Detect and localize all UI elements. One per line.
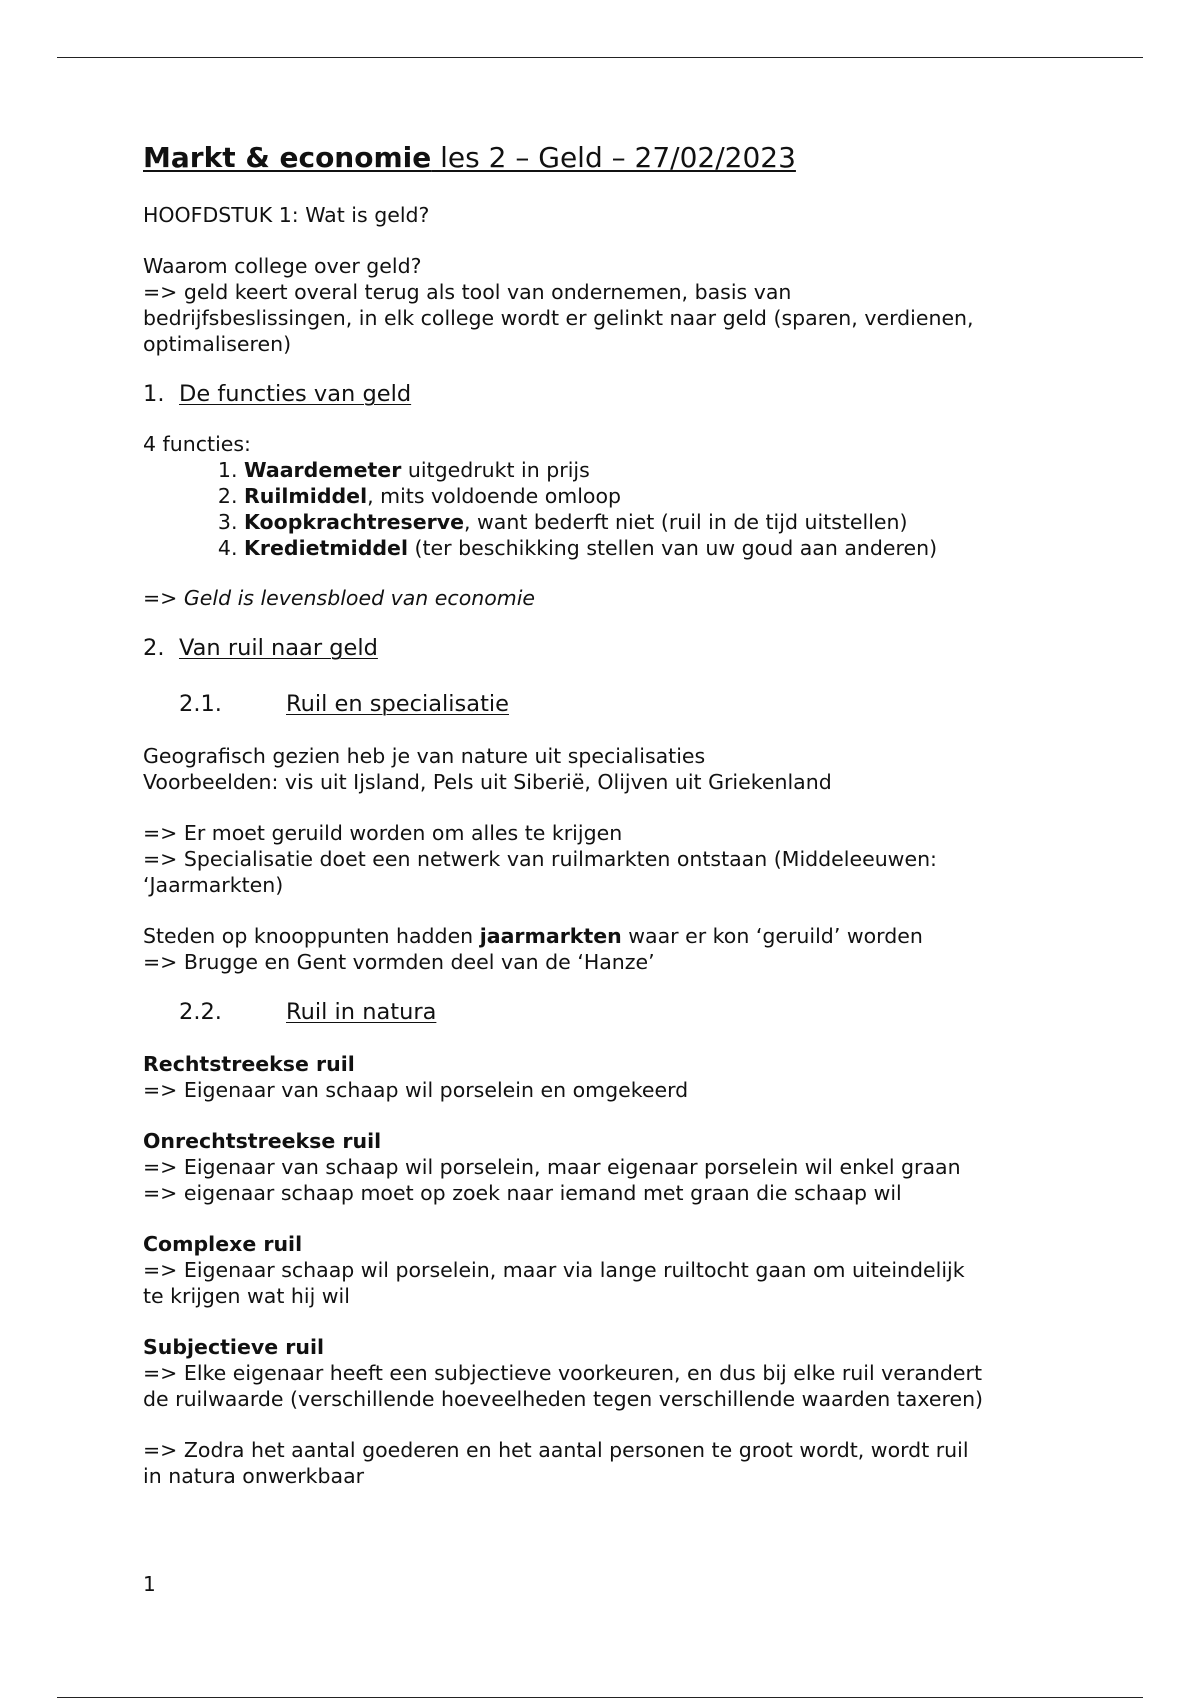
section-number: 1.: [143, 381, 165, 407]
title-rest: les 2 – Geld – 27/02/2023: [431, 141, 796, 174]
list-item: 2. Ruilmiddel, mits voldoende omloop: [244, 483, 1083, 509]
intro-answer-line: bedrijfsbeslissingen, in elk college wordt er gelinkt naar geld (sparen, verdienen,: [143, 306, 974, 330]
intro-question: Waarom college over geld?: [143, 254, 422, 278]
subjective-exchange-title: Subjectieve ruil: [143, 1335, 325, 1359]
paragraph-line: Geografisch gezien heb je van nature uit specialisaties: [143, 744, 706, 768]
subsection-number: 2.1.: [179, 691, 222, 717]
paragraph-line: Voorbeelden: vis uit Ijsland, Pels uit Siberië, Olijven uit Griekenland: [143, 770, 832, 794]
paragraph-line: ‘Jaarmarkten): [143, 873, 284, 897]
page-number: 1: [143, 1572, 156, 1596]
paragraph-line: => Brugge en Gent vormden deel van de ‘Hanze’: [143, 950, 655, 974]
indirect-exchange-title: Onrechtstreekse ruil: [143, 1129, 382, 1153]
section-title: Van ruil naar geld: [179, 635, 378, 661]
paragraph-line: => Elke eigenaar heeft een subjectieve voorkeuren, en dus bij elke ruil verandert: [143, 1361, 982, 1385]
section-number: 2.: [143, 635, 165, 661]
subsection-heading-2-2: [143, 997, 1083, 1027]
complex-exchange-title: Complexe ruil: [143, 1232, 303, 1256]
section-heading-2: [143, 633, 1083, 663]
functions-lead: 4 functies:: [143, 432, 251, 456]
paragraph-line: => Eigenaar van schaap wil porselein, maar eigenaar porselein wil enkel graan: [143, 1155, 961, 1179]
list-item: 4. Kredietmiddel (ter beschikking stellen van uw goud aan anderen): [244, 535, 1083, 561]
paragraph-line: => Specialisatie doet een netwerk van ruilmarkten ontstaan (Middeleeuwen:: [143, 847, 937, 871]
document-body: [143, 138, 1083, 1489]
intro-answer-line: optimaliseren): [143, 332, 292, 356]
subsection-heading-2-1: [143, 689, 1083, 719]
document-title: [143, 138, 1083, 178]
paragraph-line: => Eigenaar schaap wil porselein, maar via lange ruiltocht gaan om uiteindelijk: [143, 1258, 965, 1282]
section-title: De functies van geld: [179, 381, 412, 407]
paragraph-line: => Er moet geruild worden om alles te krijgen: [143, 821, 623, 845]
section-heading-1: [143, 379, 1083, 409]
title-bold: Markt & economie: [143, 141, 432, 174]
paragraph-line: de ruilwaarde (verschillende hoeveelheden tegen verschillende waarden taxeren): [143, 1387, 984, 1411]
subsection-title: Ruil en specialisatie: [286, 691, 509, 717]
paragraph-line: => Zodra het aantal goederen en het aantal personen te groot wordt, wordt ruil: [143, 1438, 969, 1462]
functions-list: [143, 457, 1083, 561]
list-item: 1. Waardemeter uitgedrukt in prijs: [244, 457, 1083, 483]
direct-exchange-title: Rechtstreekse ruil: [143, 1052, 355, 1076]
chapter-heading: HOOFDSTUK 1: Wat is geld?: [143, 203, 430, 227]
paragraph-line: Steden op knooppunten hadden jaarmarkten waar er kon ‘geruild’ worden: [143, 924, 923, 948]
intro-answer-line: => geld keert overal terug als tool van ondernemen, basis van: [143, 280, 792, 304]
list-item: 3. Koopkrachtreserve, want bederft niet (ruil in de tijd uitstellen): [244, 509, 1083, 535]
paragraph-line: => Eigenaar van schaap wil porselein en omgekeerd: [143, 1078, 689, 1102]
paragraph-line: in natura onwerkbaar: [143, 1464, 365, 1488]
footer-rule: [57, 1697, 1143, 1698]
subsection-number: 2.2.: [179, 999, 222, 1025]
functions-conclusion: => Geld is levensbloed van economie: [143, 586, 536, 610]
paragraph-line: => eigenaar schaap moet op zoek naar iemand met graan die schaap wil: [143, 1181, 902, 1205]
subsection-title: Ruil in natura: [286, 999, 437, 1025]
paragraph-line: te krijgen wat hij wil: [143, 1284, 350, 1308]
header-rule: [57, 57, 1143, 58]
